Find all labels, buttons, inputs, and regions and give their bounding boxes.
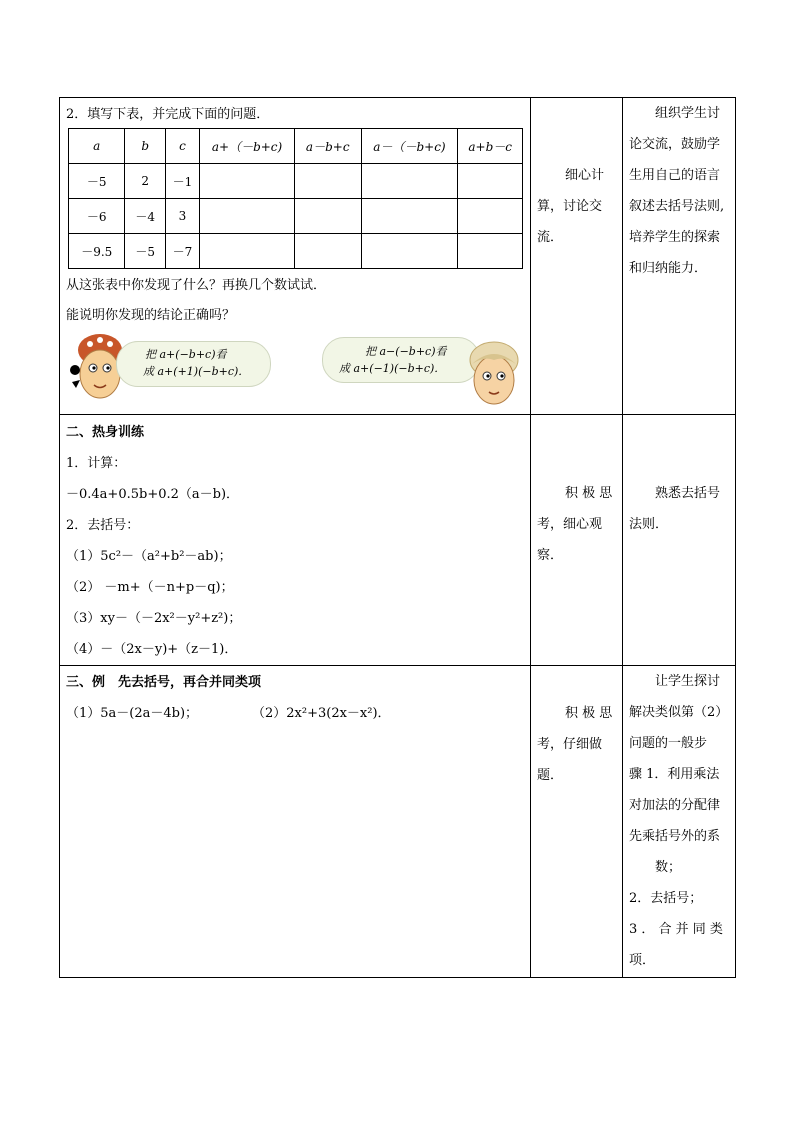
exercise-2: （2） －m+（－n+p－q)；	[66, 580, 234, 595]
header-expr-4: a+b－c	[458, 129, 523, 164]
cell-value: －4	[125, 199, 165, 234]
table-row	[69, 164, 523, 199]
table-row	[69, 199, 523, 234]
fill-in-table	[68, 128, 523, 269]
blank-cell[interactable]	[361, 199, 458, 234]
teacher-intent-3: 让学生探讨 解决类似第（2） 问题的一般步 骤 1．利用乘法 对加法的分配律 先乘括号外的系 数； 2．去括号； 3 ． 合 并 同 类 项．	[629, 674, 729, 968]
bubble-left-line2: 成 a+(+1)(−b+c)．	[143, 365, 250, 378]
section3-title: 三、例 先去括号，再合并同类项	[66, 675, 262, 690]
activity-cell-1	[60, 98, 531, 415]
blank-cell[interactable]	[200, 164, 295, 199]
lesson-plan-sheet	[59, 97, 735, 977]
question-2: 能说明你发现的结论正确吗？	[66, 308, 236, 323]
lesson-plan-table	[59, 97, 736, 978]
cell-value: －5	[69, 164, 125, 199]
blank-cell[interactable]	[361, 234, 458, 269]
teacher-cell-1	[623, 98, 736, 415]
header-expr-3: a－（－b+c)	[361, 129, 458, 164]
cell-value: 2	[125, 164, 165, 199]
cartoon-girl-icon	[464, 338, 524, 410]
blank-cell[interactable]	[294, 164, 361, 199]
cell-value: －1	[165, 164, 199, 199]
item1-label: 1．计算：	[66, 456, 127, 471]
bubble-right-line1: 把 a−(−b+c)看	[365, 345, 447, 358]
example-2: （2）2x²+3(2x－x²)．	[252, 706, 391, 721]
activity-cell-3	[60, 666, 531, 978]
activity-cell-2	[60, 415, 531, 666]
student-cell-1	[531, 98, 623, 415]
cell-value: 3	[165, 199, 199, 234]
example-1: （1）5a－(2a－4b)；	[66, 706, 199, 721]
table-header-row	[69, 129, 523, 164]
bubble-left-line1: 把 a+(−b+c)看	[145, 348, 227, 361]
blank-cell[interactable]	[361, 164, 458, 199]
header-expr-1: a+（－b+c)	[200, 129, 295, 164]
blank-cell[interactable]	[200, 199, 295, 234]
speech-bubble-right	[322, 337, 480, 383]
blank-cell[interactable]	[200, 234, 295, 269]
bubble-right-line2: 成 a+(−1)(−b+c)．	[339, 362, 446, 375]
exercise-1: （1）5c²－（a²+b²－ab)；	[66, 549, 232, 564]
cell-value: －7	[165, 234, 199, 269]
cell-value: －9.5	[69, 234, 125, 269]
blank-cell[interactable]	[458, 234, 523, 269]
header-expr-2: a－b+c	[294, 129, 361, 164]
teacher-intent-2: 熟悉去括号 法则．	[629, 486, 721, 532]
teacher-cell-3	[623, 666, 736, 978]
question-1: 从这张表中你发现了什么？再换几个数试试．	[66, 278, 327, 293]
section2-title: 二、热身训练	[66, 425, 145, 440]
header-c: c	[165, 129, 199, 164]
speech-bubble-left	[116, 341, 271, 387]
blank-cell[interactable]	[294, 199, 361, 234]
student-activity-3: 积 极 思 考，仔细做 题．	[537, 706, 613, 783]
teacher-intent-1: 组织学生讨 论交流，鼓励学 生用自己的语言 叙述去括号法则, 培养学生的探索 和归纳能力．	[629, 106, 725, 276]
item1-expression: －0.4a+0.5b+0.2（a－b)．	[66, 487, 240, 502]
blank-cell[interactable]	[458, 199, 523, 234]
exercise-4: （4）－（2x－y)+（z－1)．	[66, 642, 238, 657]
section1-heading: 2．填写下表，并完成下面的问题．	[66, 107, 270, 122]
header-b: b	[125, 129, 165, 164]
table-row	[69, 234, 523, 269]
student-cell-2	[531, 415, 623, 666]
item2-label: 2．去括号：	[66, 518, 140, 533]
teacher-cell-2	[623, 415, 736, 666]
blank-cell[interactable]	[294, 234, 361, 269]
cell-value: －5	[125, 234, 165, 269]
student-cell-3	[531, 666, 623, 978]
exercise-3: （3）xy－（－2x²－y²+z²)；	[66, 611, 242, 626]
student-activity-2: 积 极 思 考，细心观 察．	[537, 486, 613, 563]
student-activity-1: 细心计 算，讨论交 流．	[537, 168, 605, 245]
blank-cell[interactable]	[458, 164, 523, 199]
header-a: a	[69, 129, 125, 164]
cell-value: －6	[69, 199, 125, 234]
